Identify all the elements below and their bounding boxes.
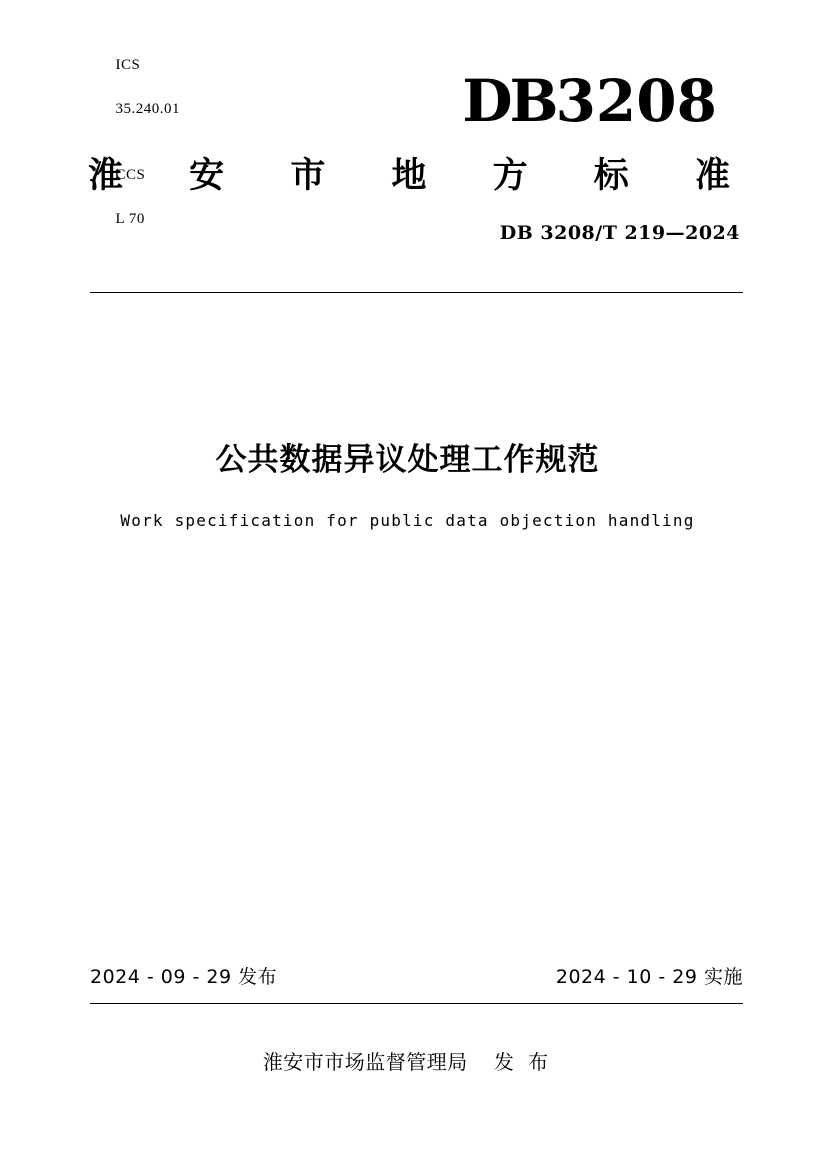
issuer-name: 淮安市市场监督管理局 xyxy=(262,1050,468,1074)
ics-value: 35.240.01 xyxy=(115,101,180,117)
standard-title-char-1: 安 xyxy=(189,156,225,196)
footer-divider xyxy=(90,1003,743,1004)
standard-title-char-5: 标 xyxy=(593,156,629,196)
ics-label: ICS xyxy=(115,57,141,73)
ics-row xyxy=(90,32,180,142)
ccs-value: L 70 xyxy=(115,211,145,227)
ccs-label: CCS xyxy=(115,167,146,183)
standard-title-char-2: 市 xyxy=(290,156,326,196)
standard-number: DB 3208/T 219—2024 xyxy=(499,222,740,244)
issuer-publish-label: 发 布 xyxy=(493,1050,553,1074)
document-title-en: Work specification for public data objection handling xyxy=(120,511,695,530)
standard-title-line xyxy=(88,148,730,198)
effective-date: 2024 - 10 - 29 实施 xyxy=(555,966,743,988)
issue-date: 2024 - 09 - 29 发布 xyxy=(90,966,278,988)
issuer-line xyxy=(0,1046,815,1075)
standard-title-char-3: 地 xyxy=(391,156,427,196)
standard-title-char-0: 淮 xyxy=(88,156,124,196)
header-divider xyxy=(90,292,743,293)
standard-title-char-6: 准 xyxy=(694,156,730,196)
date-line xyxy=(90,962,743,989)
db-logo xyxy=(462,67,717,135)
document-title-cn: 公共数据异议处理工作规范 xyxy=(215,442,600,478)
standard-title-char-4: 方 xyxy=(492,156,528,196)
classification-codes xyxy=(90,32,180,252)
db-logo-number: 3208 xyxy=(555,67,717,135)
db-logo-prefix: DB xyxy=(462,67,556,135)
